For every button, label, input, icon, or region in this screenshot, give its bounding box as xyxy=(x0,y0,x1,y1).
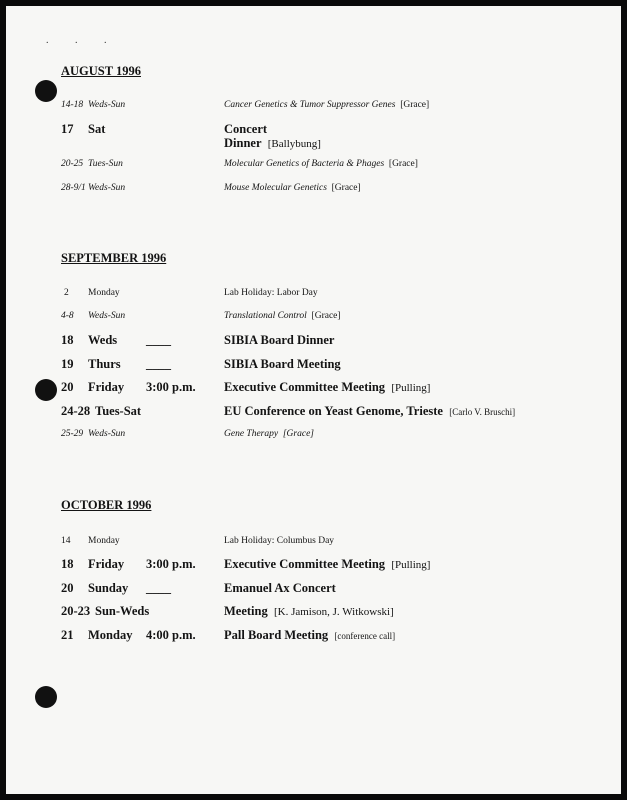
event-note: [Grace] xyxy=(400,100,430,110)
event-day: Weds-Sun xyxy=(88,183,126,193)
event-date: 25-29 xyxy=(61,429,84,439)
event-date: 28-9/1 xyxy=(61,183,86,193)
event-note: [Grace] xyxy=(388,159,418,169)
event-note: [K. Jamison, J. Witkowski] xyxy=(273,606,394,618)
event-date: 20-25 xyxy=(61,159,84,169)
punch-hole xyxy=(35,686,57,708)
section-title-october: OCTOBER 1996 xyxy=(61,498,152,512)
event-day: Weds-Sun xyxy=(88,100,126,110)
event-time: ____ xyxy=(146,333,171,347)
event-title: Executive Committee Meeting xyxy=(224,557,386,571)
section-title-august: AUGUST 1996 xyxy=(61,64,141,78)
event-day: Tues-Sat xyxy=(95,404,142,418)
event-time: ____ xyxy=(146,581,171,595)
event-title: Lab Holiday: Columbus Day xyxy=(224,536,335,546)
event-date: 14 xyxy=(61,536,71,546)
event-note: [conference call] xyxy=(334,631,396,641)
event-title: Cancer Genetics & Tumor Suppressor Genes xyxy=(224,100,396,110)
event-date: 24-28 xyxy=(61,404,91,418)
event-note: [Ballybung] xyxy=(267,138,321,150)
event-date: 19 xyxy=(61,357,74,371)
event-date: 20 xyxy=(61,380,74,394)
event-time: 3:00 p.m. xyxy=(146,557,196,571)
event-title: SIBIA Board Dinner xyxy=(224,333,335,347)
event-note: [Pulling] xyxy=(391,382,431,394)
event-day: Sun-Weds xyxy=(95,604,150,618)
event-time: 3:00 p.m. xyxy=(146,380,196,394)
event-title: Dinner xyxy=(224,136,262,150)
document-page xyxy=(6,6,621,794)
punch-hole xyxy=(35,379,57,401)
event-day: Friday xyxy=(88,380,125,394)
event-title: Meeting xyxy=(224,604,268,618)
event-note: [Pulling] xyxy=(391,559,431,571)
event-day: Monday xyxy=(88,628,133,642)
event-day: Weds-Sun xyxy=(88,311,126,321)
event-day: Weds xyxy=(88,333,118,347)
event-date: 2 xyxy=(64,288,69,298)
event-date: 21 xyxy=(61,628,74,642)
event-title: Concert xyxy=(224,122,268,136)
event-date: 14-18 xyxy=(61,100,84,110)
event-note: [Grace] xyxy=(331,183,361,193)
event-note: [Grace] xyxy=(311,311,341,321)
event-title: Translational Control xyxy=(224,311,307,321)
event-note: [Carlo V. Bruschi] xyxy=(449,407,516,417)
event-date: 17 xyxy=(61,122,74,136)
event-title: Pall Board Meeting xyxy=(224,628,329,642)
event-day: Friday xyxy=(88,557,125,571)
event-date: 20-23 xyxy=(61,604,91,618)
event-note: [Grace] xyxy=(282,429,314,439)
event-day: Thurs xyxy=(88,357,121,371)
event-day: Monday xyxy=(88,288,120,298)
event-title: Molecular Genetics of Bacteria & Phages xyxy=(224,159,385,169)
event-title: EU Conference on Yeast Genome, Trieste xyxy=(224,404,443,418)
event-date: 20 xyxy=(61,581,74,595)
event-title: Executive Committee Meeting xyxy=(224,380,386,394)
event-day: Tues-Sun xyxy=(88,159,123,169)
event-title: Lab Holiday: Labor Day xyxy=(224,288,318,298)
event-time: 4:00 p.m. xyxy=(146,628,196,642)
event-day: Weds-Sun xyxy=(88,429,126,439)
event-date: 4-8 xyxy=(61,311,74,321)
event-day: Sat xyxy=(88,122,106,136)
event-title: Gene Therapy xyxy=(224,429,279,439)
event-time: ____ xyxy=(146,357,171,371)
section-title-september: SEPTEMBER 1996 xyxy=(61,251,167,265)
event-day: Sunday xyxy=(88,581,129,595)
event-title: Emanuel Ax Concert xyxy=(224,581,336,595)
page-marks: . . . xyxy=(46,35,119,46)
event-date: 18 xyxy=(61,333,74,347)
event-title: Mouse Molecular Genetics xyxy=(224,183,327,193)
event-day: Monday xyxy=(88,536,120,546)
punch-hole xyxy=(35,80,57,102)
event-date: 18 xyxy=(61,557,74,571)
event-title: SIBIA Board Meeting xyxy=(224,357,341,371)
